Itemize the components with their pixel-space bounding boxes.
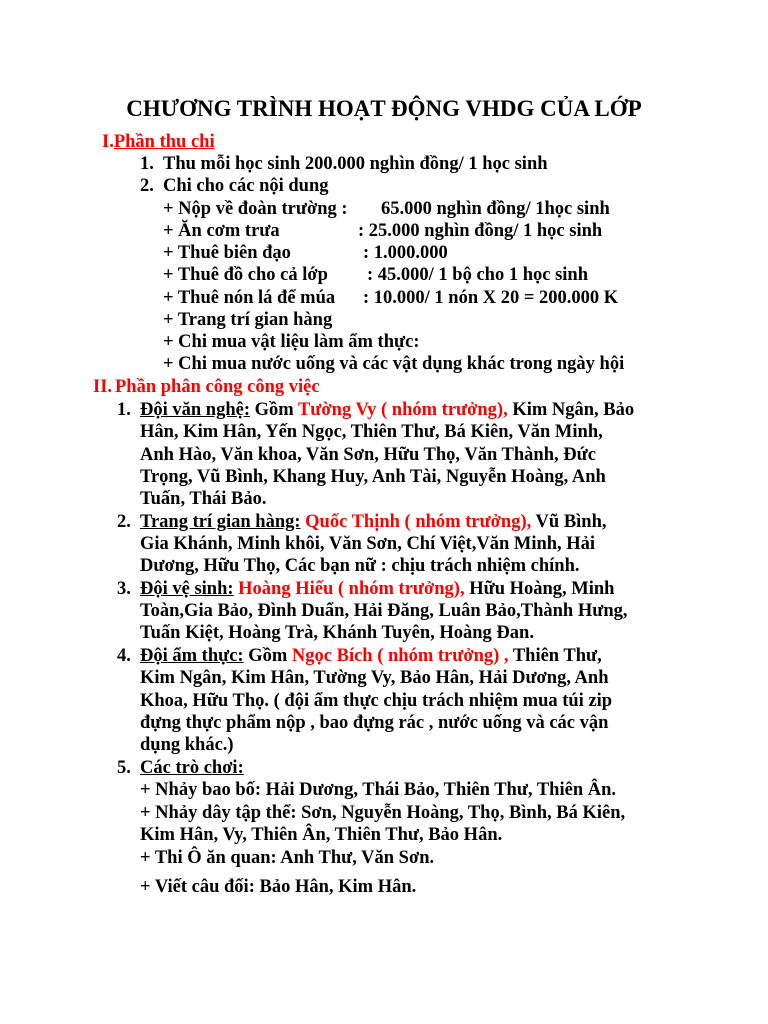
group-item-van-nghe — [117, 399, 635, 421]
group-number: 4. — [117, 646, 131, 666]
expense-value: : 10.000/ 1 nón X 20 = 200.000 K — [363, 288, 619, 308]
group-label: Đội vệ sinh: — [140, 579, 234, 599]
expense-value: : 45.000/ 1 bộ cho 1 học sinh — [367, 265, 589, 285]
expense-row — [163, 309, 332, 331]
list-item — [140, 153, 548, 175]
expense-row — [163, 264, 589, 286]
group-line: Anh Hào, Văn khoa, Văn Sơn, Hữu Thọ, Văn Thành, Đức — [140, 445, 596, 465]
expense-row — [163, 220, 603, 242]
group-line: + Thi Ô ăn quan: Anh Thư, Văn Sơn. — [140, 848, 435, 868]
item-text: Thu mỗi học sinh 200.000 nghìn đồng/ 1 học sinh — [163, 154, 548, 174]
expense-label: + Thuê biên đạo — [163, 243, 291, 263]
expense-row — [163, 353, 624, 375]
group-number: 1. — [117, 400, 131, 420]
group-item-ve-sinh — [117, 578, 615, 600]
section-1-header — [102, 131, 215, 153]
document-title: CHƯƠNG TRÌNH HOẠT ĐỘNG VHDG CỦA LỚP — [126, 96, 642, 121]
group-line: Tuấn Kiệt, Hoàng Trà, Khánh Tuyên, Hoàng Đan. — [140, 623, 534, 643]
group-pre: Gồm — [250, 400, 298, 420]
group-line: Toàn,Gia Bảo, Đình Duẩn, Hải Đăng, Luân Bảo,Thành Hưng, — [140, 601, 628, 621]
group-line: Dương, Hữu Thọ, Các bạn nữ : chịu trách nhiệm chính. — [140, 556, 580, 576]
expense-label: + Ăn cơm trưa — [163, 221, 280, 241]
item-number: 2. — [140, 176, 154, 196]
group-line: Trọng, Vũ Bình, Khang Huy, Anh Tài, Nguyễn Hoàng, Anh — [140, 467, 606, 487]
group-line: Khoa, Hữu Thọ. ( đội ẩm thực chịu trách nhiệm mua túi zip — [140, 691, 613, 711]
expense-label: + Thuê nón lá để múa — [163, 288, 336, 308]
group-number: 3. — [117, 579, 131, 599]
list-item — [140, 175, 329, 197]
group-item-tro-choi — [117, 757, 244, 779]
expense-label: + Trang trí gian hàng — [163, 310, 333, 330]
group-leader: Tường Vy ( nhóm trưởng), — [297, 400, 508, 420]
expense-value: 65.000 nghìn đồng/ 1học sinh — [381, 199, 610, 219]
expense-row — [163, 198, 610, 220]
expense-label: + Nộp về đoàn trường : — [163, 199, 348, 219]
expense-value: : 1.000.000 — [363, 243, 448, 263]
expense-row — [163, 242, 448, 264]
expense-row — [163, 331, 419, 353]
expense-value: : 25.000 nghìn đồng/ 1 học sinh — [358, 221, 603, 241]
group-members: Hữu Hoàng, Minh — [464, 579, 615, 599]
group-label: Trang trí gian hàng: — [140, 512, 301, 532]
group-line: Gia Khánh, Minh khôi, Văn Sơn, Chí Việt,Văn Minh, Hải — [140, 534, 596, 554]
expense-label: + Chi mua vật liệu làm ẩm thực: — [163, 332, 420, 352]
section-1-heading: Phần thu chi — [113, 132, 215, 152]
group-leader: Ngọc Bích ( nhóm trưởng) , — [291, 646, 509, 666]
expense-label: + Chi mua nước uống và các vật dụng khác trong ngày hội — [163, 354, 625, 374]
expense-label: + Thuê đồ cho cả lớp — [163, 265, 328, 285]
group-item-trang-tri — [117, 511, 607, 533]
group-line: Hân, Kim Hân, Yến Ngọc, Thiên Thư, Bá Kiên, Văn Minh, — [140, 422, 603, 442]
section-2-number: II. — [93, 377, 113, 397]
group-members: Kim Ngân, Bảo — [507, 400, 635, 420]
group-label: Đội ẩm thực: — [140, 646, 244, 666]
item-text: Chi cho các nội dung — [163, 176, 329, 196]
group-line: + Nhảy bao bố: Hải Dương, Thái Bảo, Thiên Thư, Thiên Ân. — [140, 780, 617, 800]
group-line: Tuấn, Thái Bảo. — [140, 489, 267, 509]
group-number: 2. — [117, 512, 131, 532]
group-number: 5. — [117, 758, 131, 778]
group-members: Thiên Thư, — [508, 646, 602, 666]
group-pre: Gồm — [243, 646, 292, 666]
group-members: Vũ Bình, — [531, 512, 607, 532]
group-label: Đội văn nghệ: — [140, 400, 250, 420]
section-2-header — [93, 376, 320, 398]
group-line: đựng thực phẩm nộp , bao đựng rác , nước uống và các vận — [140, 713, 609, 733]
group-label: Các trò chơi: — [140, 758, 244, 778]
group-item-am-thuc — [117, 645, 602, 667]
group-leader: Quốc Thịnh ( nhóm trưởng), — [305, 512, 532, 532]
item-number: 1. — [140, 154, 154, 174]
expense-row — [163, 287, 619, 309]
group-line: Kim Ngân, Kim Hân, Tường Vy, Bảo Hân, Hải Dương, Anh — [140, 668, 609, 688]
group-leader: Hoàng Hiếu ( nhóm trưởng), — [238, 579, 465, 599]
group-line: dụng khác.) — [140, 735, 234, 755]
group-line: + Nhảy dây tập thể: Sơn, Nguyễn Hoàng, Thọ, Bình, Bá Kiên, — [140, 803, 626, 823]
section-1-number: I. — [102, 132, 114, 152]
section-2-heading: Phần phân công công việc — [115, 377, 320, 397]
group-line: Kim Hân, Vy, Thiên Ân, Thiên Thư, Bảo Hân. — [140, 825, 503, 845]
group-line: + Viết câu đối: Bảo Hân, Kim Hân. — [140, 877, 417, 897]
